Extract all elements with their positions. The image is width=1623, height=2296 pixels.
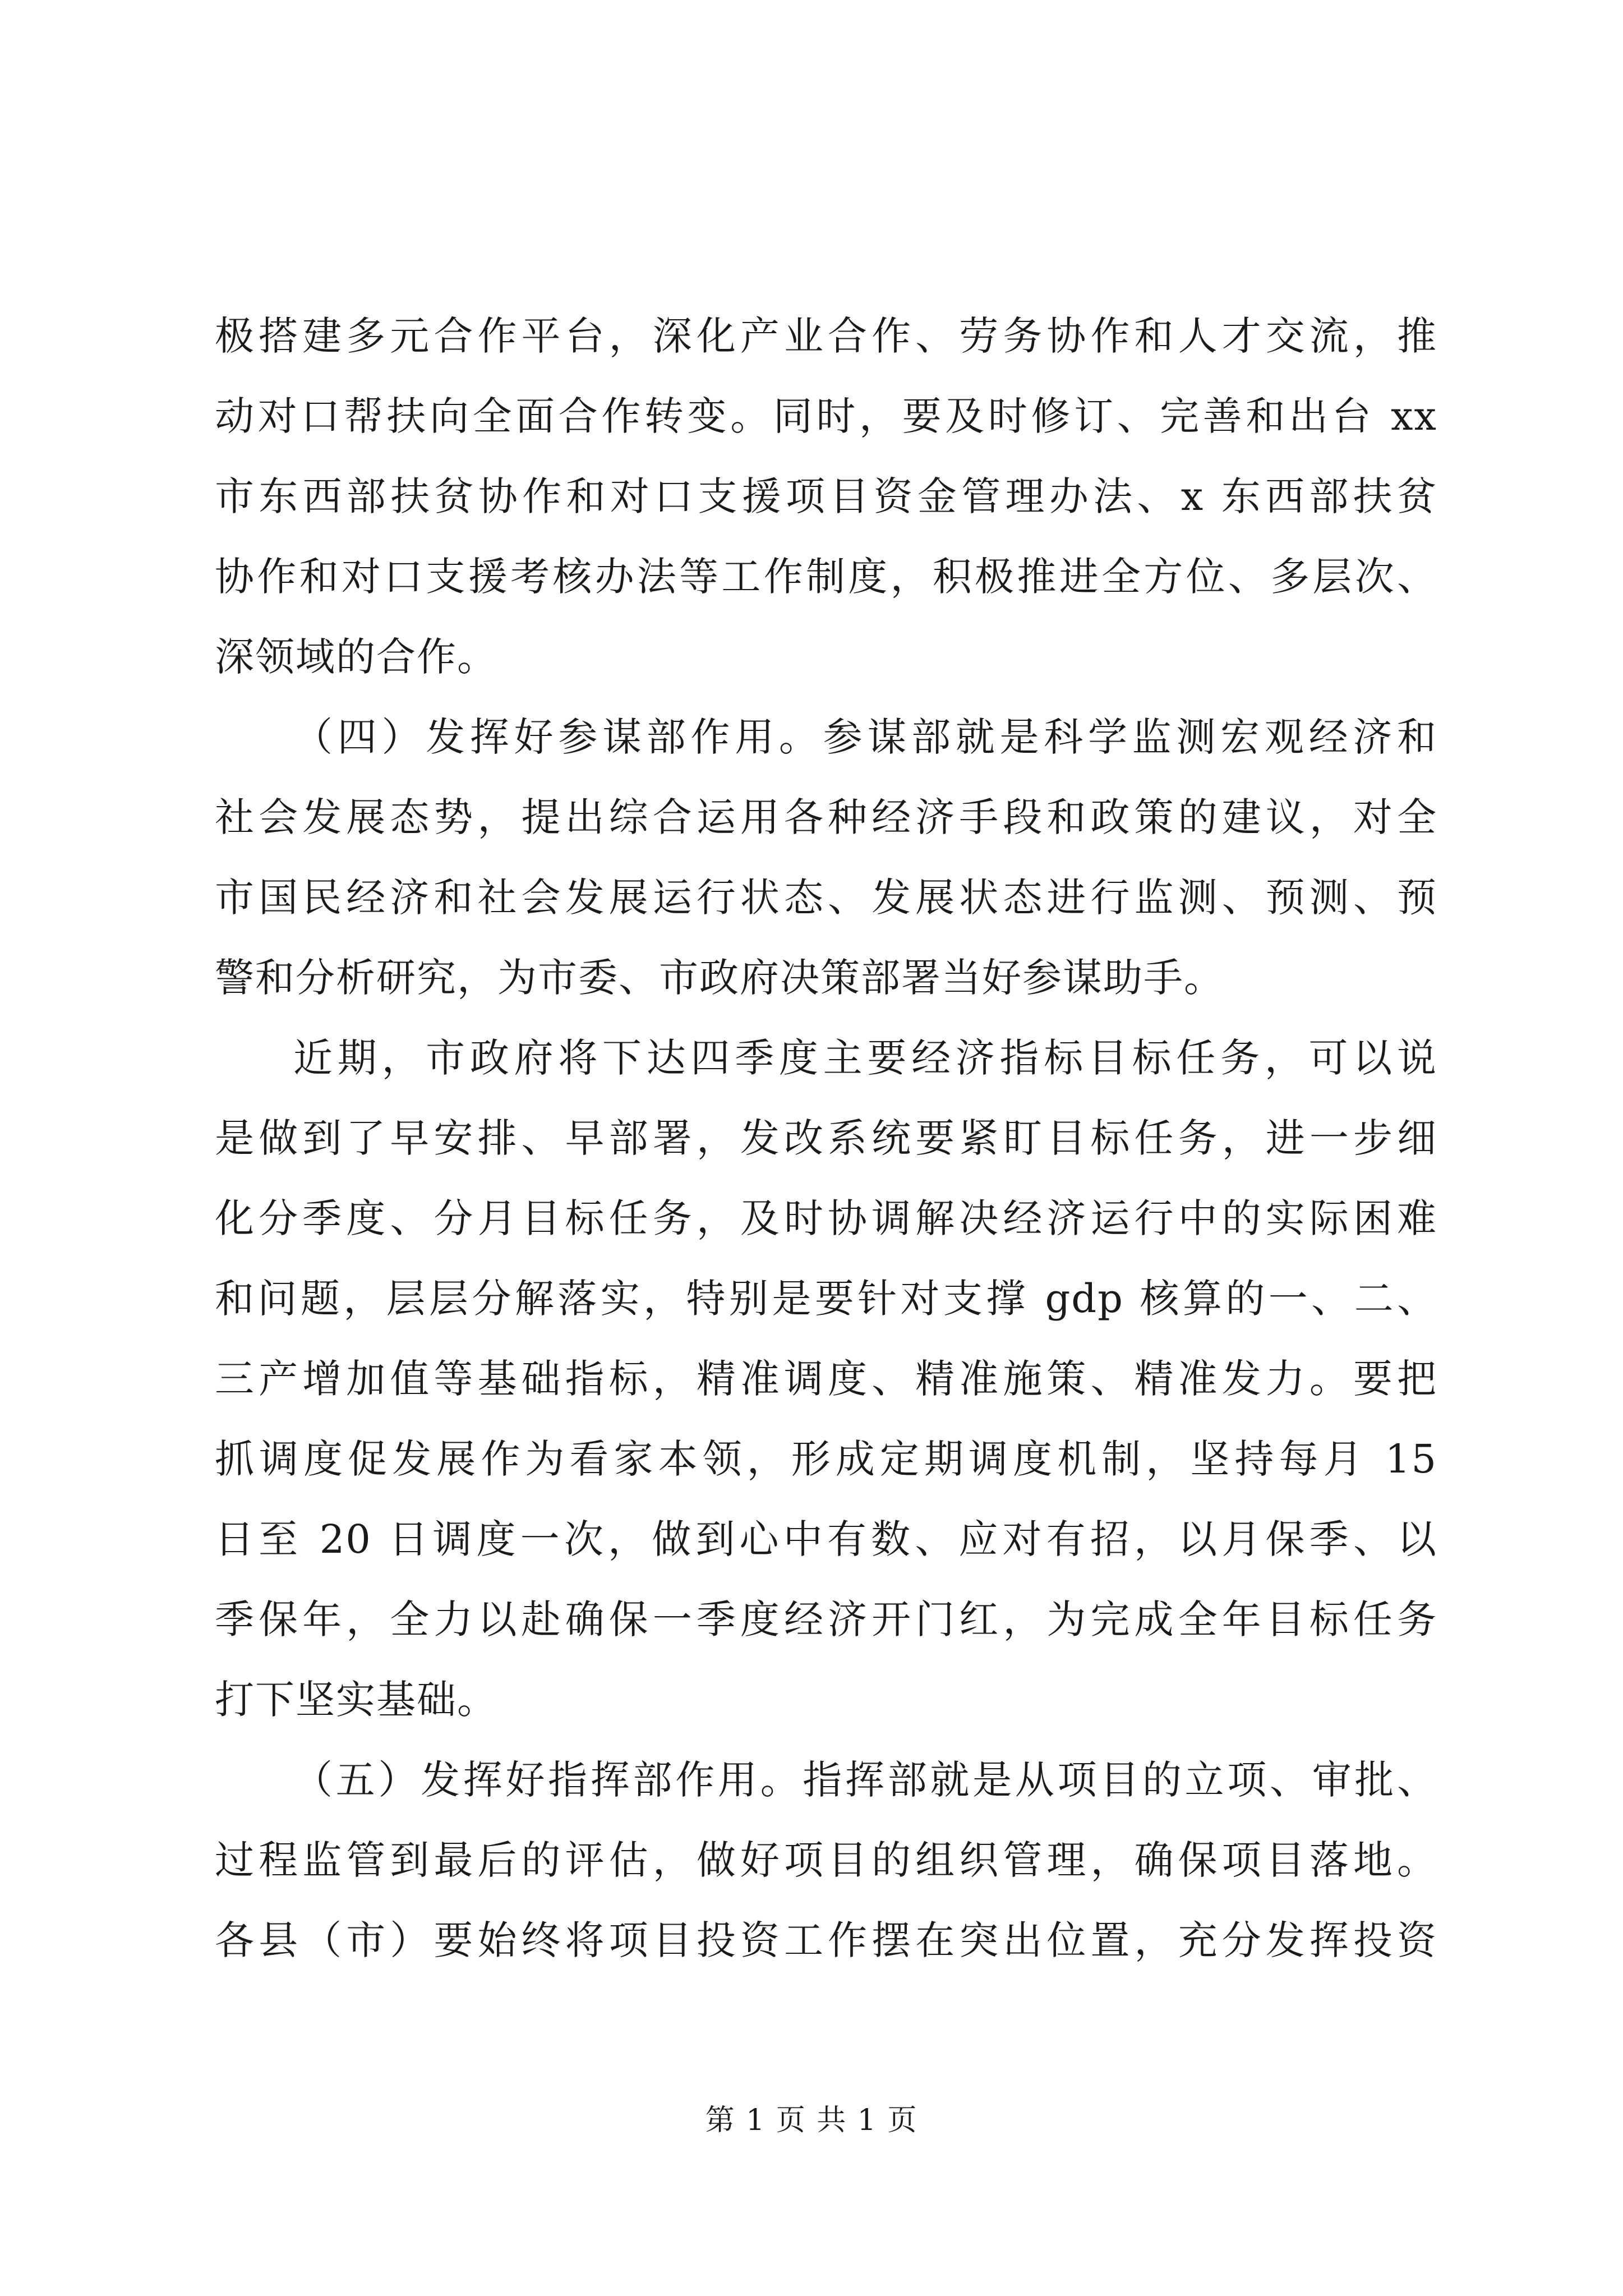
text-line: 日至 20 日调度一次，做到心中有数、应对有招，以月保季、以 <box>215 1516 1437 1562</box>
text-line: 警和分析研究，为市委、市政府决策部署当好参谋助手。 <box>215 955 1224 1001</box>
text-line: 过程监管到最后的评估，做好项目的组织管理，确保项目落地。 <box>215 1837 1437 1883</box>
paragraph-heading-line: （五）发挥好指挥部作用。指挥部就是从项目的立项、审批、 <box>293 1757 1437 1803</box>
text-line: 各县（市）要始终将项目投资工作摆在突出位置，充分发挥投资 <box>215 1917 1437 1963</box>
text-line: 动对口帮扶向全面合作转变。同时，要及时修订、完善和出台 xx <box>215 393 1437 439</box>
paragraph-heading-line: （四）发挥好参谋部作用。参谋部就是科学监测宏观经济和 <box>293 714 1437 760</box>
text-line: 季保年，全力以赴确保一季度经济开门红，为完成全年目标任务 <box>215 1596 1437 1642</box>
page-footer <box>0 2101 1623 2140</box>
text-line: 深领域的合作。 <box>215 634 497 680</box>
text-line: 市国民经济和社会发展运行状态、发展状态进行监测、预测、预 <box>215 875 1437 921</box>
text-line: 抓调度促发展作为看家本领，形成定期调度机制，坚持每月 15 <box>215 1436 1437 1482</box>
text-line: 社会发展态势，提出综合运用各种经济手段和政策的建议，对全 <box>215 794 1437 840</box>
text-line: 和问题，层层分解落实，特别是要针对支撑 gdp 核算的一、二、 <box>215 1276 1437 1322</box>
text-line: 协作和对口支援考核办法等工作制度，积极推进全方位、多层次、 <box>215 554 1437 600</box>
text-line: 三产增加值等基础指标，精准调度、精准施策、精准发力。要把 <box>215 1356 1437 1402</box>
document-body <box>215 296 1437 1981</box>
text-line: 市东西部扶贫协作和对口支援项目资金管理办法、x 东西部扶贫 <box>215 473 1437 519</box>
text-line: 极搭建多元合作平台，深化产业合作、劳务协作和人才交流，推 <box>215 313 1437 359</box>
text-line: 是做到了早安排、早部署，发改系统要紧盯目标任务，进一步细 <box>215 1115 1437 1161</box>
text-line: 近期，市政府将下达四季度主要经济指标目标任务，可以说 <box>293 1035 1437 1081</box>
text-line: 化分季度、分月目标任务，及时协调解决经济运行中的实际困难 <box>215 1195 1437 1241</box>
page-number-label: 第 1 页 共 1 页 <box>705 2104 918 2137</box>
text-line: 打下坚实基础。 <box>215 1677 497 1723</box>
